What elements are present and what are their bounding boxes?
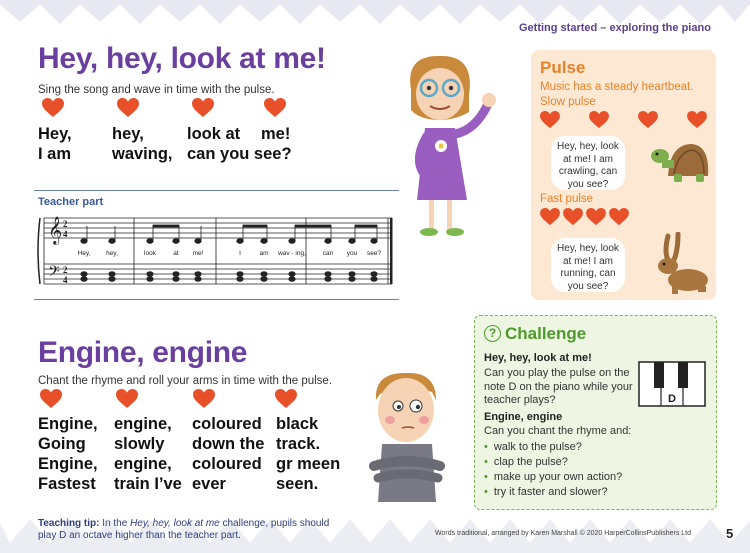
piano-key-label: D [668, 393, 676, 405]
challenge-subtitle-2: Engine, engine [484, 411, 563, 423]
list-item: • make up your own action? [484, 470, 622, 485]
lyric-word: track. [276, 435, 321, 453]
bass-note [147, 272, 153, 277]
score-lyric: see? [366, 250, 382, 257]
lyric-word: waving, [112, 145, 173, 163]
bass-note [147, 277, 153, 282]
challenge-list [484, 440, 622, 500]
treble-note [237, 239, 243, 244]
section-header: Getting started – exploring the piano [519, 22, 711, 34]
score-lyric: me! [192, 250, 204, 257]
girl-waving-illustration [395, 50, 505, 240]
score-lyric: wav - ing, [278, 250, 306, 257]
score-lyric: I [239, 250, 241, 257]
heart-icon [638, 111, 658, 129]
time-signature-top: 2 [63, 265, 68, 275]
bass-note [195, 272, 201, 277]
treble-note [371, 239, 377, 244]
note-beam [153, 225, 179, 227]
copyright-credit: Words traditional, arranged by Karen Marshall © 2020 HarperCollinsPublishers Ltd [435, 530, 691, 537]
challenge-title: Challenge [505, 324, 587, 343]
teacher-part-score [36, 212, 398, 294]
list-item: • try it faster and slower? [484, 485, 622, 500]
challenge-text-2: Can you chant the rhyme and: [484, 425, 632, 437]
heart-icon [116, 389, 138, 409]
challenge-text-1: Can you play the pulse on the note D on the piano while your teacher plays? [484, 367, 633, 406]
heart-icon [42, 98, 64, 118]
lyric-word: I am [38, 145, 72, 163]
lyric-word: coloured [192, 455, 262, 473]
bass-note [325, 272, 331, 277]
bass-note [371, 272, 377, 277]
challenge-subtitle-1: Hey, hey, look at me! [484, 352, 592, 364]
heart-icon [40, 389, 62, 409]
heart-icon [275, 389, 297, 409]
heart-icon [586, 208, 606, 226]
lyric-word: engine, [114, 415, 172, 433]
time-signature-bottom: 4 [63, 229, 68, 239]
lyric-word: look at [187, 125, 241, 143]
list-item: • clap the pulse? [484, 455, 622, 470]
list-item: • walk to the pulse? [484, 440, 622, 455]
lyric-line [38, 454, 356, 474]
divider [34, 190, 399, 191]
score-lyric: look [144, 250, 156, 257]
heart-icon [264, 98, 286, 118]
bass-note [325, 277, 331, 282]
treble-note [195, 239, 201, 244]
bass-note [349, 272, 355, 277]
lyric-word: black [276, 415, 319, 433]
lyric-line [38, 414, 356, 434]
lyric-line [38, 474, 356, 494]
treble-note [173, 239, 179, 244]
lyric-word: Fastest [38, 475, 96, 493]
time-signature-top: 2 [63, 219, 68, 229]
piano-keys-icon [638, 361, 706, 407]
lyric-word: Engine, [38, 415, 98, 433]
treble-note [261, 239, 267, 244]
lyric-line [38, 144, 341, 164]
boy-illustration [362, 370, 452, 502]
heart-icon [687, 111, 707, 129]
slow-pulse-label: Slow pulse [540, 96, 596, 108]
note-beam [295, 225, 331, 227]
lyric-line [38, 124, 341, 144]
song2-title: Engine, engine [38, 336, 248, 369]
page-number: 5 [726, 526, 734, 541]
treble-note [289, 239, 295, 244]
fast-pulse-label: Fast pulse [540, 193, 594, 205]
lyric-word: engine, [114, 455, 172, 473]
fast-pulse-speech-bubble: Hey, hey, look at me! I am running, can you see? [551, 238, 625, 292]
lyric-word: Going [38, 435, 86, 453]
teacher-part-label: Teacher part [38, 196, 104, 208]
pulse-title: Pulse [540, 58, 586, 77]
bass-note [173, 277, 179, 282]
bass-note [195, 277, 201, 282]
slow-pulse-speech-bubble: Hey, hey, look at me! I am crawling, can you see? [551, 136, 625, 190]
heart-icon [540, 208, 560, 226]
lyric-word: ever [192, 475, 226, 493]
heart-icon [589, 111, 609, 129]
score-lyric: Hey, [77, 250, 91, 257]
bass-note [371, 277, 377, 282]
treble-note [109, 239, 115, 244]
song1-lyrics [38, 124, 341, 164]
bass-note [289, 272, 295, 277]
heart-icon [117, 98, 139, 118]
treble-note [81, 239, 87, 244]
bass-note [349, 277, 355, 282]
song1-title: Hey, hey, look at me! [38, 42, 326, 75]
lyric-word: Engine, [38, 455, 98, 473]
score-lyric: hey, [106, 250, 118, 257]
lyric-word: seen. [276, 475, 319, 493]
heart-icon [609, 208, 629, 226]
lyric-word: slowly [114, 435, 165, 453]
question-icon: ? [484, 325, 501, 342]
bass-note [81, 277, 87, 282]
tip-song-title: Hey, hey, look at me [130, 518, 220, 529]
lyric-word: me! [261, 125, 291, 143]
bass-note [261, 272, 267, 277]
tip-text: In the [99, 518, 131, 529]
lyric-word: train I’ve [114, 475, 182, 493]
bass-note [173, 272, 179, 277]
pulse-intro: Music has a steady heartbeat. [540, 81, 694, 93]
heart-icon [193, 389, 215, 409]
hare-icon [650, 232, 710, 296]
score-lyric: at [173, 250, 179, 257]
treble-note [147, 239, 153, 244]
teaching-tip [38, 518, 338, 542]
bass-note [109, 272, 115, 277]
divider [34, 299, 399, 300]
note-beam [243, 225, 267, 227]
lyric-line [38, 434, 356, 454]
bass-note [237, 277, 243, 282]
treble-note [325, 239, 331, 244]
lyric-word: can you see? [187, 145, 292, 163]
bass-note [289, 277, 295, 282]
bass-note [261, 277, 267, 282]
treble-note [349, 239, 355, 244]
song1-instruction: Sing the song and wave in time with the pulse. [38, 84, 275, 96]
tortoise-icon [648, 136, 710, 186]
tip-text: challenge, pupils should play D an octave higher than the teacher part. [38, 518, 330, 541]
heart-icon [563, 208, 583, 226]
lyric-word: Hey, [38, 125, 72, 143]
note-beam [355, 225, 377, 227]
song2-lyrics [38, 414, 356, 494]
score-lyric: can [322, 250, 334, 257]
heart-icon [192, 98, 214, 118]
lyric-word: hey, [112, 125, 144, 143]
bass-note [81, 272, 87, 277]
lyric-word: gr meen [276, 455, 341, 473]
time-signature-bottom: 4 [63, 275, 68, 285]
tip-label: Teaching tip: [38, 518, 100, 529]
svg-text:𝄞: 𝄞 [48, 216, 63, 244]
score-lyric: you [346, 250, 358, 257]
heart-icon [540, 111, 560, 129]
svg-text:𝄢: 𝄢 [48, 263, 60, 284]
lyric-word: coloured [192, 415, 262, 433]
bass-note [109, 277, 115, 282]
score-lyric: am [259, 250, 269, 257]
song2-instruction: Chant the rhyme and roll your arms in time with the pulse. [38, 375, 333, 387]
lyric-word: down the [192, 435, 265, 453]
bass-note [237, 272, 243, 277]
